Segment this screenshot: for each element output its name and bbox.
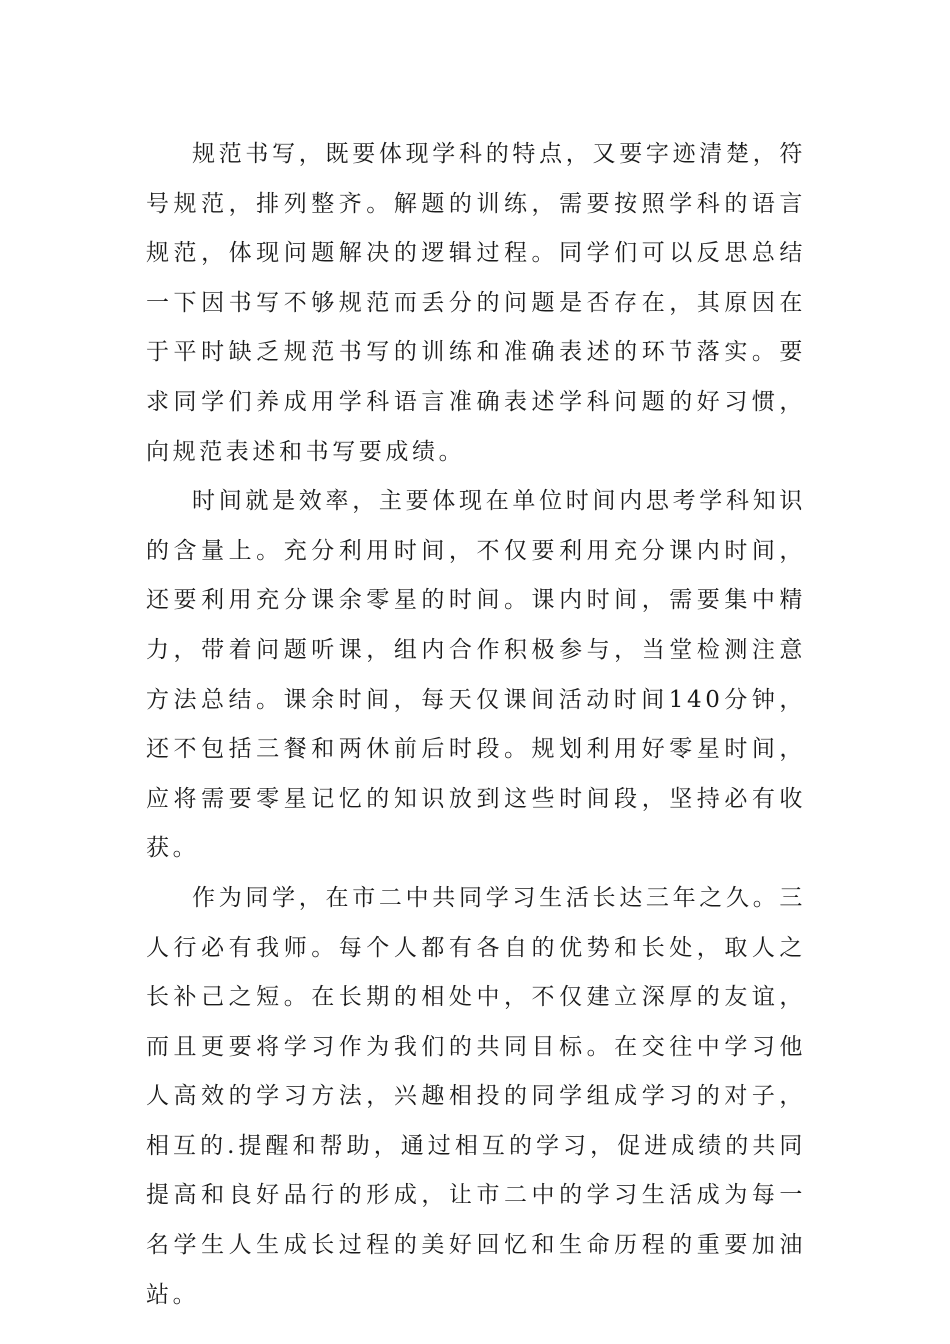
document-body <box>146 130 806 1320</box>
paragraph-time-efficiency: 时间就是效率，主要体现在单位时间内思考学科知识的含量上。充分利用时间，不仅要利用充分课内时间，还要利用充分课余零星的时间。课内时间，需要集中精力，带着问题听课，组内合作积极参与，当堂检测注意方法总结。课余时间，每天仅课间活动时间140分钟，还不包括三餐和两休前后时段。规划利用好零星时间，应将需要零星记忆的知识放到这些时间段，坚持必有收获。 <box>146 488 806 862</box>
paragraph-peer-learning: 作为同学，在市二中共同学习生活长达三年之久。三人行必有我师。每个人都有各自的优势和长处，取人之长补己之短。在长期的相处中，不仅建立深厚的友谊，而且更要将学习作为我们的共同目标。在交往中学习他人高效的学习方法，兴趣相投的同学组成学习的对子，相互的.提醒和帮助，通过相互的学习，促进成绩的共同提高和良好品行的形成，让市二中的学习生活成为每一名学生人生成长过程的美好回忆和生命历程的重要加油站。 <box>146 884 806 1308</box>
paragraph-writing-standards: 规范书写，既要体现学科的特点，又要字迹清楚，符号规范，排列整齐。解题的训练，需要按照学科的语言规范，体现问题解决的逻辑过程。同学们可以反思总结一下因书写不够规范而丢分的问题是否存在，其原因在于平时缺乏规范书写的训练和准确表述的环节落实。要求同学们养成用学科语言准确表述学科问题的好习惯，向规范表述和书写要成绩。 <box>146 141 806 465</box>
